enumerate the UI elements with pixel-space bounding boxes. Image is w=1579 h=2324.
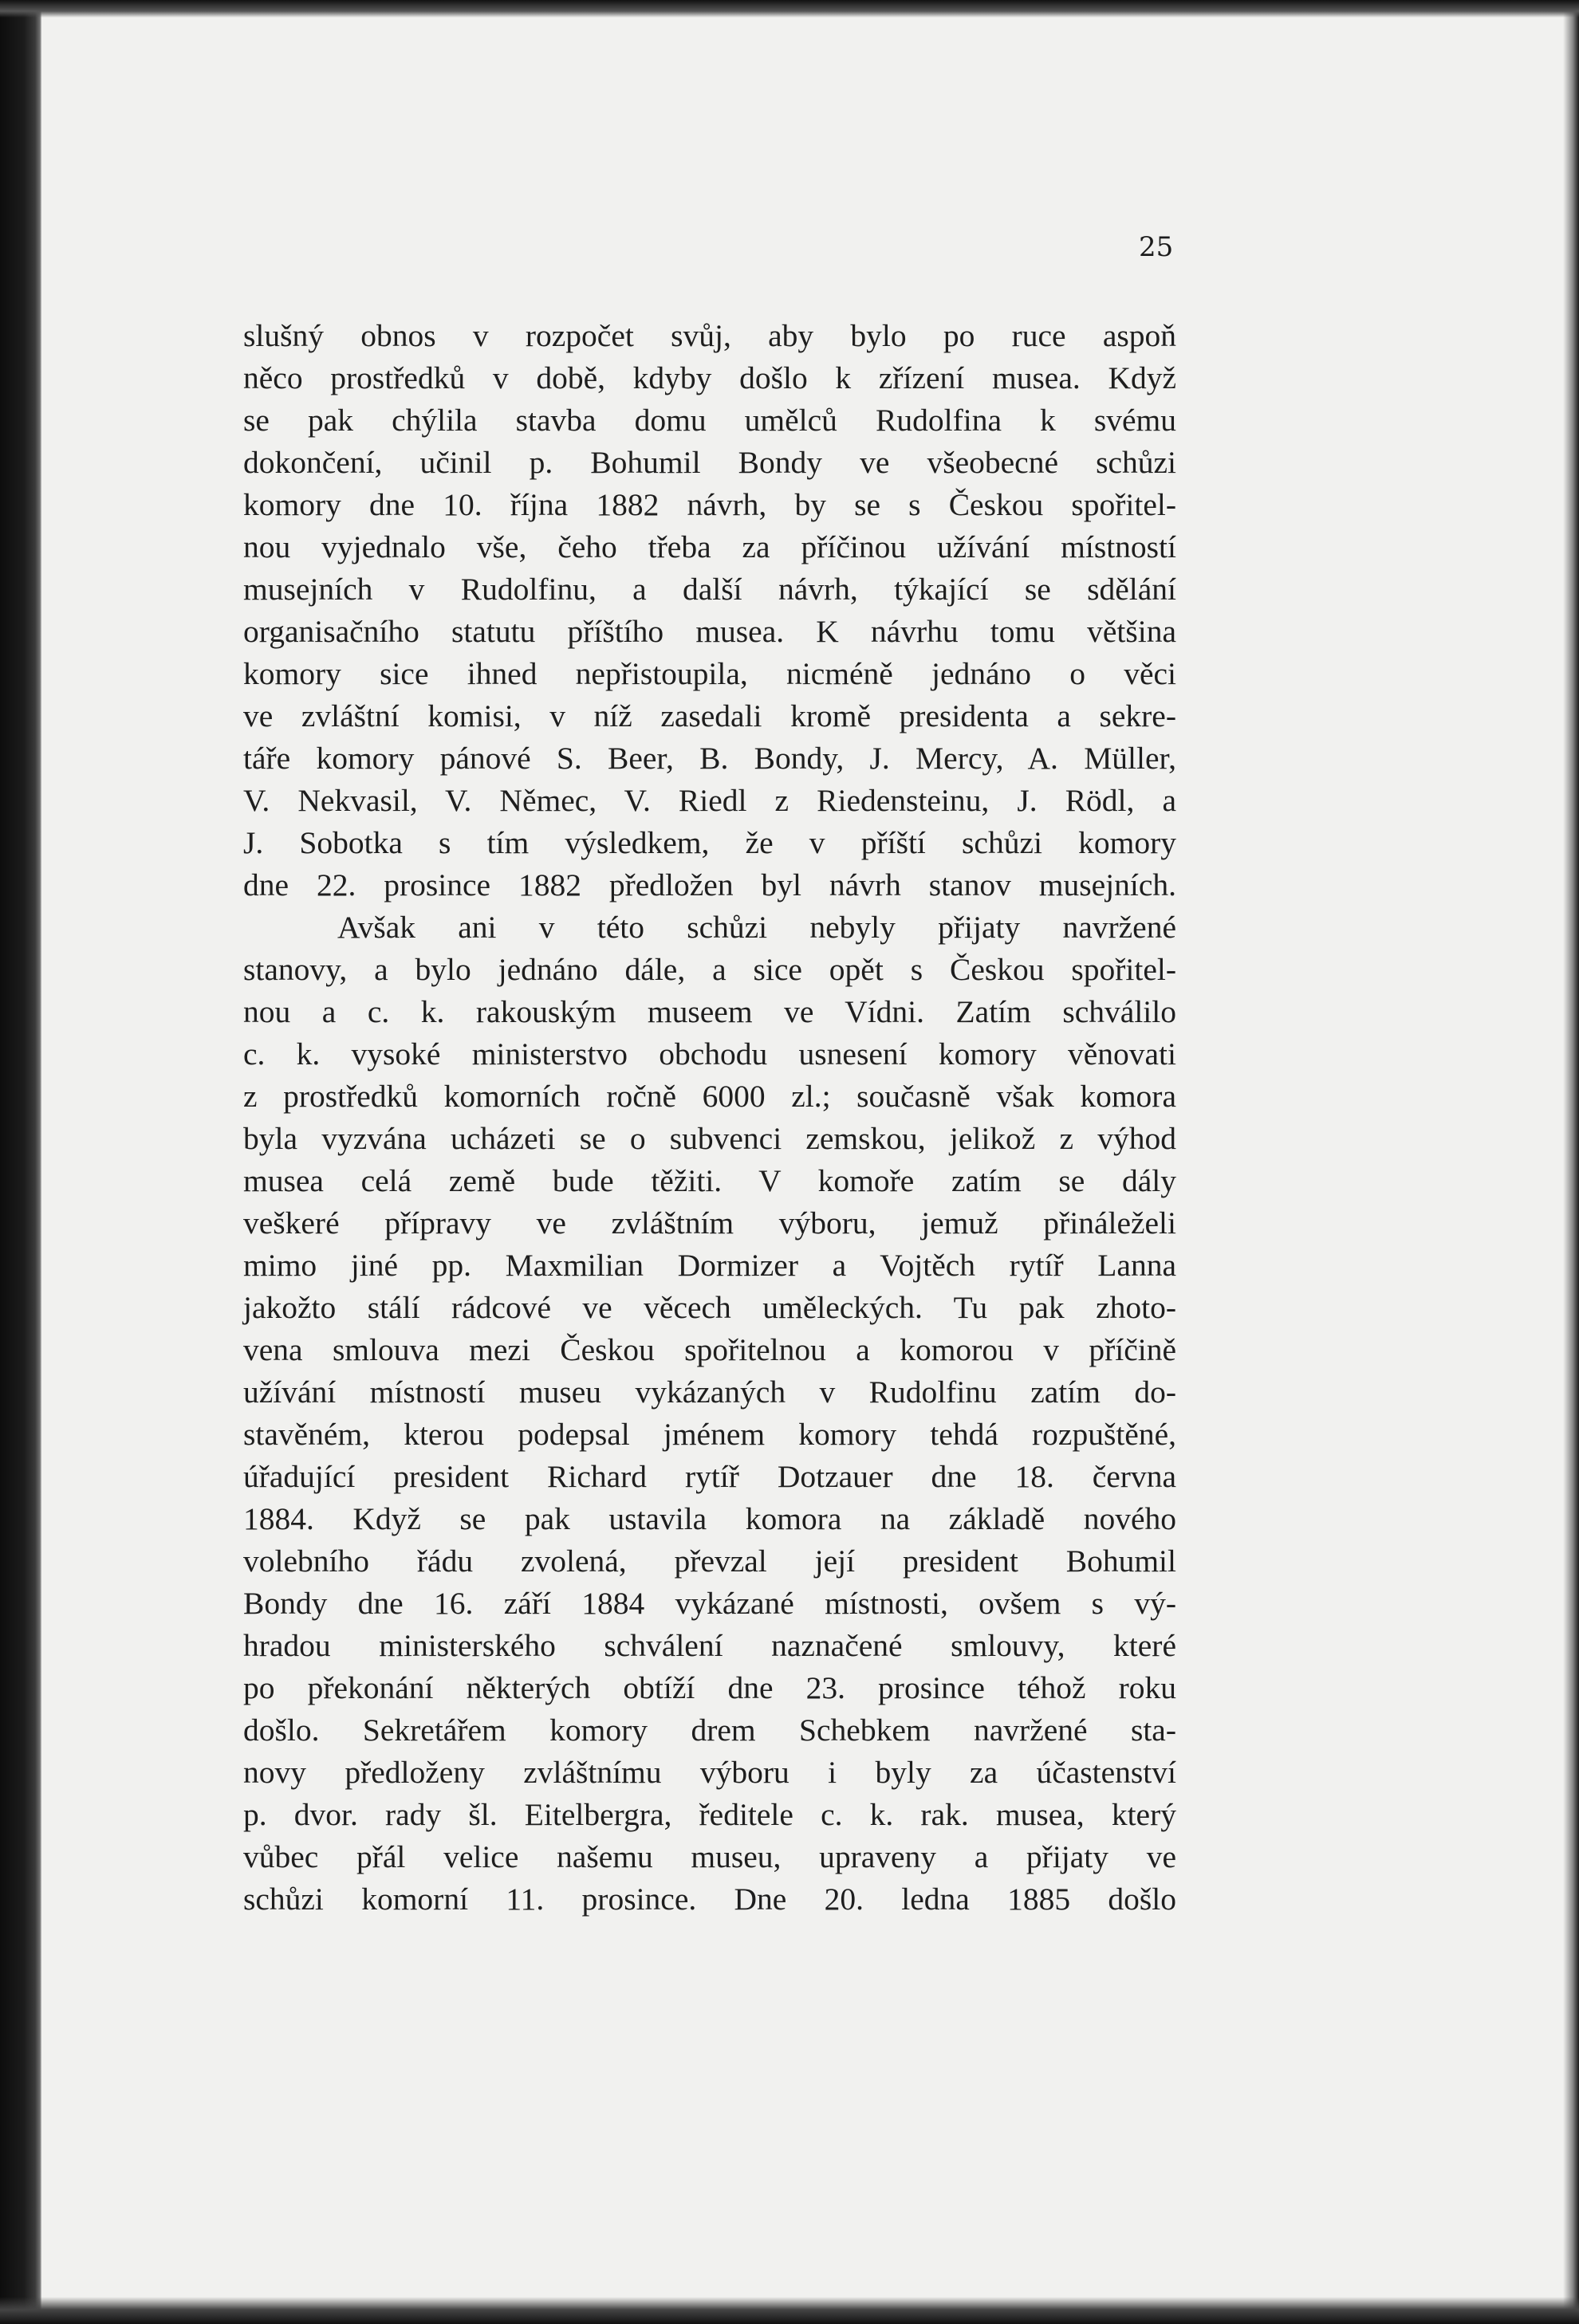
text-line: stavěném, kterou podepsal jménem komory tehdá rozpuštěné, <box>243 1417 1176 1452</box>
text-line: úřadující president Richard rytíř Dotzauer dne 18. června <box>243 1459 1176 1494</box>
text-line: hradou ministerského schválení naznačené smlouvy, které <box>243 1628 1176 1663</box>
text-line: se pak chýlila stavba domu umělců Rudolfina k svému <box>243 403 1176 438</box>
paragraph-1 <box>243 315 1176 906</box>
text-line: komory dne 10. října 1882 návrh, by se s Českou spořitel- <box>243 487 1176 522</box>
text-line: mimo jiné pp. Maxmilian Dormizer a Vojtěch rytíř Lanna <box>243 1248 1176 1283</box>
text-line: V. Nekvasil, V. Němec, V. Riedl z Riedensteinu, J. Rödl, a <box>243 783 1176 818</box>
text-line: nou a c. k. rakouským museem ve Vídni. Zatím schválilo <box>243 994 1176 1029</box>
text-line: novy předloženy zvláštnímu výboru i byly za účastenství <box>243 1755 1176 1790</box>
text-line: p. dvor. rady šl. Eitelbergra, ředitele c. k. rak. musea, který <box>243 1797 1176 1832</box>
text-line: 1884. Když se pak ustavila komora na základě nového <box>243 1501 1176 1536</box>
text-line: vůbec přál velice našemu museu, upraveny a přijaty ve <box>243 1839 1176 1874</box>
text-line: něco prostředků v době, kdyby došlo k zřízení musea. Když <box>243 360 1176 395</box>
text-line: musejních v Rudolfinu, a další návrh, týkající se sdělání <box>243 572 1176 607</box>
text-line: musea celá země bude těžiti. V komoře zatím se dály <box>243 1163 1176 1198</box>
text-line: slušný obnos v rozpočet svůj, aby bylo po ruce aspoň <box>243 318 1176 353</box>
text-line: z prostředků komorních ročně 6000 zl.; současně však komora <box>243 1079 1176 1114</box>
page-number: 25 <box>1139 231 1174 263</box>
text-line: vena smlouva mezi Českou spořitelnou a komorou v příčině <box>243 1332 1176 1367</box>
page-bottom-edge <box>0 2297 1579 2324</box>
text-line: stanovy, a bylo jednáno dále, a sice opět s Českou spořitel- <box>243 952 1176 987</box>
text-line: dokončení, učinil p. Bohumil Bondy ve všeobecné schůzi <box>243 445 1176 480</box>
text-line: schůzi komorní 11. prosince. Dne 20. ledna 1885 došlo <box>243 1882 1176 1917</box>
paragraph-2 <box>243 906 1176 1921</box>
text-line: ve zvláštní komisi, v níž zasedali kromě presidenta a sekre- <box>243 698 1176 733</box>
text-line: veškeré přípravy ve zvláštním výboru, jemuž přináleželi <box>243 1205 1176 1241</box>
page-right-edge <box>1563 0 1579 2324</box>
page-top-edge <box>0 0 1579 18</box>
text-line: komory sice ihned nepřistoupila, nicméně jednáno o věci <box>243 656 1176 691</box>
text-line: nou vyjednalo vše, čeho třeba za příčinou užívání místností <box>243 529 1176 564</box>
body-text <box>243 315 1176 1921</box>
text-line: byla vyzvána ucházeti se o subvenci zemskou, jelikož z výhod <box>243 1121 1176 1156</box>
text-line: volebního řádu zvolená, převzal její president Bohumil <box>243 1543 1176 1579</box>
text-line: Avšak ani v této schůzi nebyly přijaty navržené <box>337 910 1176 945</box>
text-line: J. Sobotka s tím výsledkem, že v příští schůzi komory <box>243 825 1176 860</box>
book-spine-edge <box>0 0 41 2324</box>
text-line: c. k. vysoké ministerstvo obchodu usnesení komory věnovati <box>243 1036 1176 1072</box>
text-line: táře komory pánové S. Beer, B. Bondy, J. Mercy, A. Müller, <box>243 741 1176 776</box>
text-line: dne 22. prosince 1882 předložen byl návrh stanov musejních. <box>243 867 1176 902</box>
text-line: po překonání některých obtíží dne 23. prosince téhož roku <box>243 1670 1176 1705</box>
text-line: organisačního statutu příštího musea. K návrhu tomu většina <box>243 614 1176 649</box>
text-line: Bondy dne 16. září 1884 vykázané místnosti, ovšem s vý- <box>243 1586 1176 1621</box>
text-line: došlo. Sekretářem komory drem Schebkem navržené sta- <box>243 1713 1176 1748</box>
text-line: užívání místností museu vykázaných v Rudolfinu zatím do- <box>243 1374 1176 1410</box>
text-line: jakožto stálí rádcové ve věcech uměleckých. Tu pak zhoto- <box>243 1290 1176 1325</box>
